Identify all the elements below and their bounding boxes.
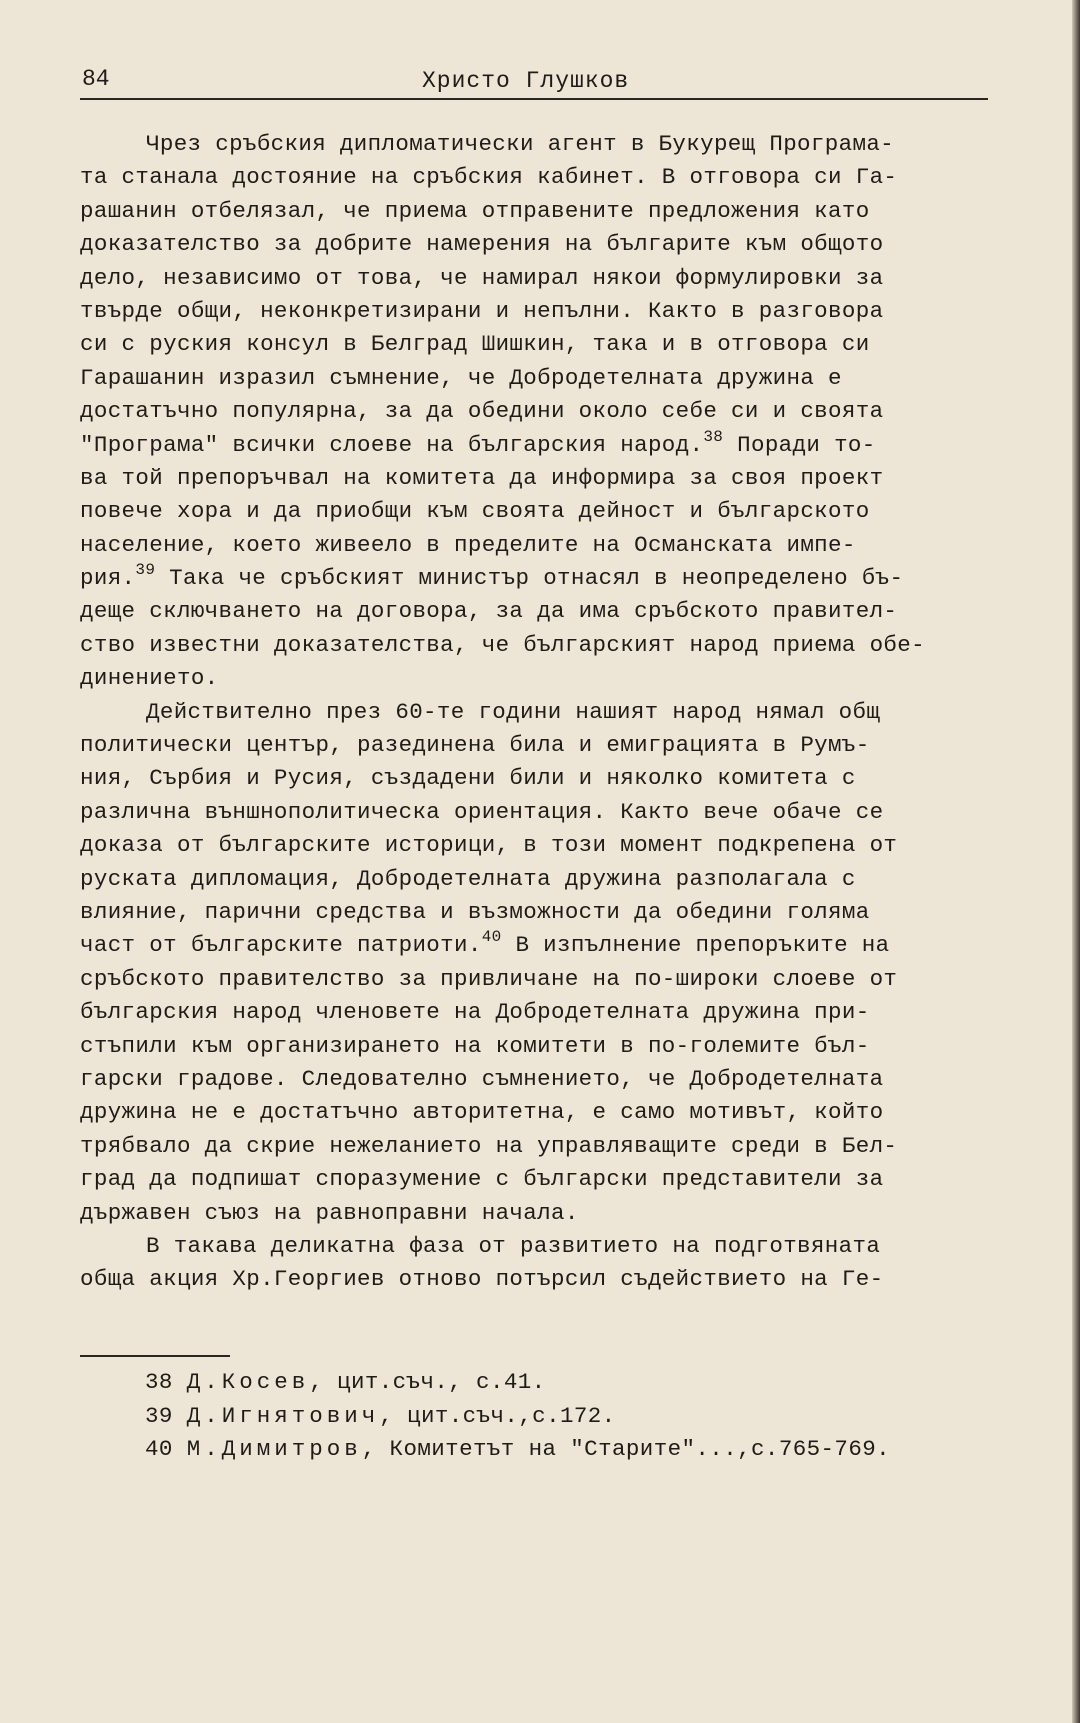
text-line: та станала достояние на сръбския кабинет. В отговора си Га- [80, 164, 898, 191]
text-line: различна външнополитическа ориентация. Както вече обаче се [80, 798, 884, 825]
footnote-38 [145, 1366, 1025, 1400]
text-line: ство известни доказателства, че българският народ приема обе- [80, 631, 925, 658]
text-line: население, което живеело в пределите на Османската импе- [80, 531, 856, 558]
running-title: Христо Глушков [422, 68, 630, 94]
text-line-with-footnote [80, 562, 1000, 595]
footnote-author: М.Димитров [186, 1436, 362, 1462]
text-line: повече хора и да приобщи към своята дейност и българското [80, 498, 870, 525]
text-segment: Така че сръбският министър отнасял в неопределено бъ- [155, 565, 904, 592]
text-line: Чрез сръбския дипломатически агент в Букурещ Програма- [146, 131, 895, 157]
page-edge-shadow [1072, 0, 1080, 1723]
text-line: доказателство за добрите намерения на българите към общото [80, 231, 884, 258]
footnote-40 [145, 1433, 1025, 1467]
text-line: стъпили към организирането на комитети в по-големите бъл- [80, 1032, 870, 1059]
text-line: град да подпишат споразумение с български представители за [80, 1166, 884, 1193]
text-line: В такава деликатна фаза от развитието на подготвяната [146, 1232, 881, 1259]
text-segment: Поради то- [723, 431, 876, 458]
page-number: 84 [82, 66, 110, 92]
page-header [80, 62, 988, 100]
text-segment: рия. [80, 565, 136, 592]
footnote-number: 38 [145, 1369, 173, 1395]
footnote-ref-39[interactable]: 39 [135, 561, 156, 580]
footnotes [145, 1366, 1025, 1467]
text-line: Гарашанин изразил съмнение, че Добродетелната дружина е [80, 364, 842, 391]
text-line: руската дипломация, Добродетелната дружина разполагала с [80, 865, 856, 892]
footnote-author: Д.Косев [186, 1369, 310, 1395]
text-line: ва той препоръчвал на комитета да информира за своя проект [80, 464, 884, 491]
footnote-ref-40[interactable]: 40 [481, 928, 502, 947]
footnote-number: 40 [145, 1436, 173, 1462]
text-line: твърде общи, неконкретизирани и непълни. Както в разговора [80, 297, 884, 324]
footnote-divider [80, 1355, 230, 1357]
text-line: сръбското правителство за привличане на по-широки слоеве от [80, 965, 898, 992]
text-line: си с руския консул в Белград Шишкин, така и в отговора си [80, 331, 870, 358]
footnote-39 [145, 1400, 1025, 1434]
text-line: рашанин отбелязал, че приема отправените предложения като [80, 197, 870, 224]
text-line: влияние, парични средства и възможности да обедини голяма [80, 898, 870, 925]
footnote-author: Д.Игнятович [186, 1402, 380, 1429]
footnote-number: 39 [145, 1402, 173, 1429]
text-line: дружина не е достатъчно авторитетна, е само мотивът, който [80, 1099, 884, 1126]
text-segment: част от българските патриоти. [80, 932, 482, 959]
text-line: дело, независимо от това, че намирал някои формулировки за [80, 264, 884, 291]
footnote-citation: , цит.съч.,с.172. [379, 1402, 616, 1429]
text-line-with-footnote [80, 429, 1000, 462]
text-segment: В изпълнение препоръките на [501, 932, 890, 959]
text-line: деще сключването на договора, за да има сръбското правител- [80, 598, 898, 625]
text-line: достатъчно популярна, за да обедини около себе си и своята [80, 398, 884, 425]
text-line-with-footnote [80, 929, 1000, 962]
text-line: трябвало да скрие нежеланието на управляващите среди в Бел- [80, 1132, 898, 1159]
text-line: обща акция Хр.Георгиев отново потърсил съдействието на Ге- [80, 1266, 884, 1293]
body-text [80, 128, 1000, 1297]
footnote-citation: , цит.съч., с.41. [309, 1369, 546, 1395]
text-line: динението. [80, 665, 219, 692]
text-line: ния, Сърбия и Русия, създадени били и няколко комитета с [80, 765, 856, 792]
text-line: държавен съюз на равноправни начала. [80, 1199, 579, 1226]
text-line: политически център, разединена била и емиграцията в Румъ- [80, 732, 870, 759]
text-line: доказа от българските историци, в този момент подкрепена от [80, 832, 898, 859]
text-segment: "Програма" всички слоеве на българския народ. [80, 431, 704, 458]
footnote-ref-38[interactable]: 38 [703, 427, 724, 446]
footnote-citation: , Комитетът на "Старите"...,с.765-769. [361, 1436, 891, 1462]
text-line: Действително през 60-те години нашият народ нямал общ [146, 698, 881, 725]
text-line: българския народ членовете на Добродетелната дружина при- [80, 999, 870, 1026]
text-line: гарски градове. Следователно съмнението, че Добродетелната [80, 1065, 884, 1092]
